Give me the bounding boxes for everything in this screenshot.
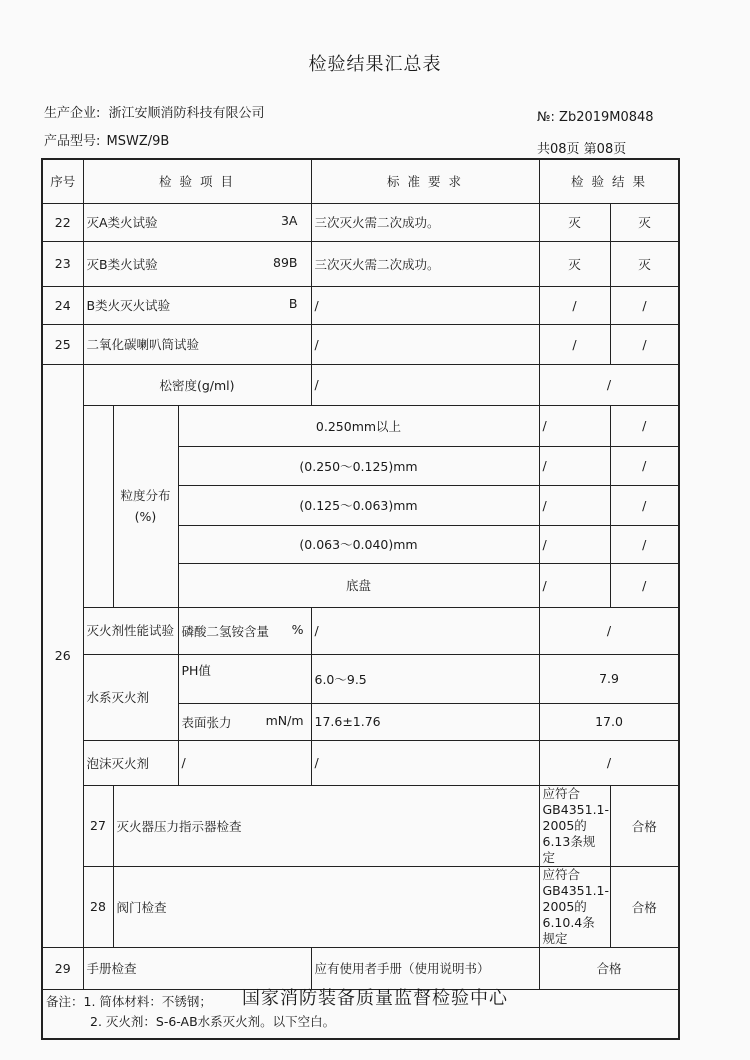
remark-line: 备注：1. 简体材料：不锈钢；	[46, 993, 212, 1009]
result-cell: /	[610, 286, 679, 324]
requirement-cell: 三次灭火需二次成功。	[311, 203, 539, 241]
remark-line: 2. 灭火剂：S-6-AB水系灭火剂。以下空白。	[90, 1013, 336, 1029]
requirement-cell: /	[311, 324, 539, 364]
table-row	[42, 203, 679, 241]
page-title: 检验结果汇总表	[308, 54, 442, 75]
result-cell: 灭	[539, 203, 610, 241]
result-cell: 合格	[610, 866, 679, 947]
table-row	[42, 405, 679, 446]
row-number: 26	[42, 364, 83, 947]
foam-agent-label: 泡沫灭火剂	[83, 740, 178, 785]
result-cell: /	[610, 405, 679, 446]
manufacturer-label: 生产企业:	[44, 106, 101, 121]
header-no: 序号	[42, 159, 83, 203]
table-row	[42, 947, 679, 989]
table-row	[42, 607, 679, 654]
particle-size-group	[83, 405, 113, 607]
result-cell: /	[610, 324, 679, 364]
requirement-cell: 17.6±1.76	[311, 703, 539, 740]
item-spec: 3A	[280, 213, 298, 228]
particle-range: (0.063～0.040)mm	[178, 525, 539, 563]
header-row	[42, 159, 679, 203]
requirement-cell: 应符合GB4351.1-2005的6.10.4条规定	[539, 866, 610, 947]
requirement-cell: /	[311, 286, 539, 324]
ph-label: PH值	[178, 654, 311, 703]
row-number: 29	[42, 947, 83, 989]
agent-performance-label: 灭火剂性能试验	[83, 607, 178, 654]
requirement-cell: 应符合GB4351.1-2005的6.13条规定	[539, 785, 610, 866]
item-name: 手册检查	[83, 947, 311, 989]
result-cell: /	[610, 446, 679, 485]
report-number: №: Zb2019M0848	[537, 110, 654, 125]
requirement-cell: /	[311, 740, 539, 785]
table-row	[42, 654, 679, 703]
table-row	[42, 866, 679, 947]
result-cell: 合格	[539, 947, 679, 989]
result-cell: /	[610, 525, 679, 563]
requirement-cell: 三次灭火需二次成功。	[311, 241, 539, 286]
row-number: 23	[42, 241, 83, 286]
surface-tension-label: 表面张力	[181, 714, 232, 730]
requirement-cell: /	[539, 563, 610, 607]
requirement-cell: /	[539, 405, 610, 446]
density-label: 松密度(g/ml)	[83, 364, 311, 405]
item-name: 灭火器压力指示器检查	[113, 785, 539, 866]
issuing-organization: 国家消防装备质量监督检验中心	[242, 988, 508, 1009]
row-number: 22	[42, 203, 83, 241]
particle-range: (0.125～0.063)mm	[178, 485, 539, 525]
item-name: 阀门检查	[113, 866, 539, 947]
unit-label: mN/m	[265, 712, 304, 728]
table-row	[42, 324, 679, 364]
item-cell	[83, 203, 311, 241]
item-cell	[178, 607, 311, 654]
table-row	[42, 785, 679, 866]
header-result: 检 验 结 果	[539, 159, 679, 203]
requirement-cell: 6.0～9.5	[311, 654, 539, 703]
requirement-cell: /	[539, 446, 610, 485]
result-cell: /	[539, 607, 679, 654]
row-number: 24	[42, 286, 83, 324]
item-name: 二氧化碳喇叭筒试验	[83, 324, 311, 364]
particle-range: (0.250～0.125)mm	[178, 446, 539, 485]
requirement-cell: /	[539, 525, 610, 563]
requirement-cell: /	[539, 485, 610, 525]
result-cell: /	[539, 740, 679, 785]
particle-range: 0.250mm以上	[178, 405, 539, 446]
results-table	[41, 158, 680, 1040]
result-cell: 17.0	[539, 703, 679, 740]
item-name: B类火灭火试验	[86, 298, 171, 313]
model-label: 产品型号:	[44, 134, 101, 149]
table-row	[42, 241, 679, 286]
result-cell: 灭	[610, 203, 679, 241]
model-value: MSWZ/9B	[106, 134, 170, 149]
item-cell	[83, 286, 311, 324]
model-line	[44, 130, 169, 149]
table-row	[42, 364, 679, 405]
result-cell: 灭	[539, 241, 610, 286]
item-cell	[178, 703, 311, 740]
result-cell: /	[610, 563, 679, 607]
header-item: 检 验 项 目	[83, 159, 311, 203]
result-cell: 合格	[610, 785, 679, 866]
item-name: 灭A类火试验	[86, 215, 158, 230]
particle-range: 底盘	[178, 563, 539, 607]
unit-label: %	[291, 621, 304, 637]
page-count: 共08页 第08页	[537, 142, 627, 157]
requirement-cell: /	[311, 364, 539, 405]
manufacturer-value: 浙江安顺消防科技有限公司	[108, 106, 265, 121]
water-agent-label: 水系灭火剂	[83, 654, 178, 740]
particle-size-label: 粒度分布(%)	[113, 405, 178, 607]
result-cell: /	[539, 364, 679, 405]
header-requirement: 标 准 要 求	[311, 159, 539, 203]
requirement-cell: /	[311, 607, 539, 654]
result-cell: 灭	[610, 241, 679, 286]
item-spec: 89B	[273, 254, 298, 270]
foam-agent-sub: /	[178, 740, 311, 785]
row-number: 25	[42, 324, 83, 364]
table-row	[42, 740, 679, 785]
item-cell	[83, 241, 311, 286]
result-cell: 7.9	[539, 654, 679, 703]
item-spec: B	[288, 296, 298, 311]
table-row	[42, 286, 679, 324]
manufacturer-line	[44, 102, 265, 121]
item-name: 灭B类火试验	[86, 256, 158, 272]
result-cell: /	[539, 324, 610, 364]
requirement-cell: 应有使用者手册（使用说明书）	[311, 947, 539, 989]
result-cell: /	[539, 286, 610, 324]
row-number: 28	[83, 866, 113, 947]
result-cell: /	[610, 485, 679, 525]
row-number: 27	[83, 785, 113, 866]
agent-performance-item: 磷酸二氢铵含量	[181, 623, 270, 639]
